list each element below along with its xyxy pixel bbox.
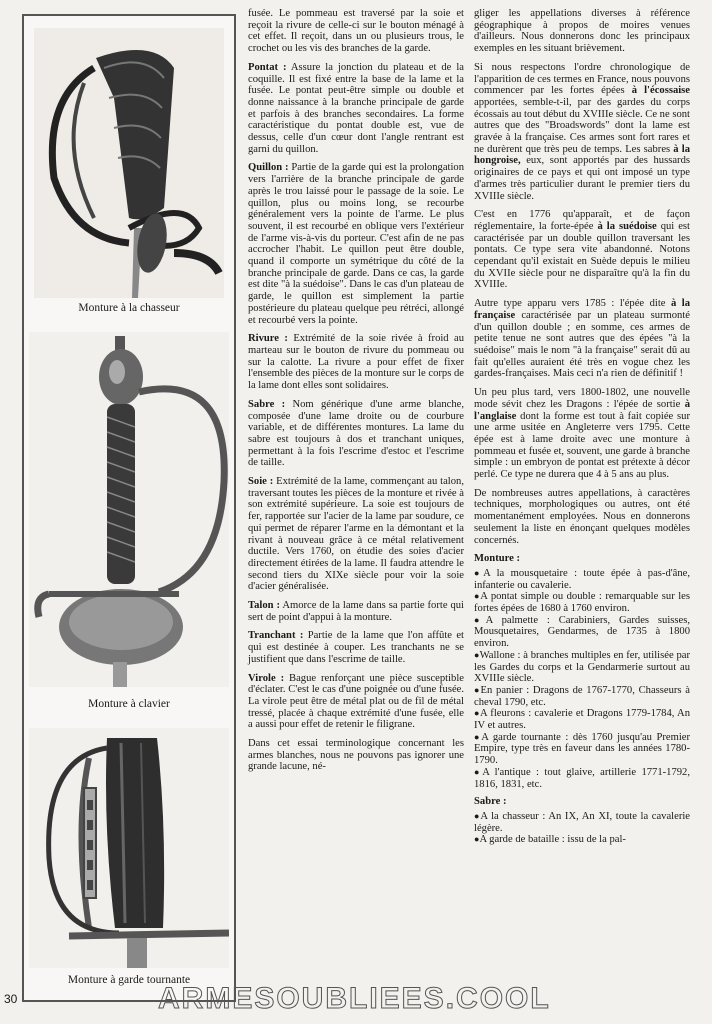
sword-hilt-garde-tournante-image xyxy=(29,728,229,968)
text-span: eux, sont apportés par des hussards originaires de ce pays et qui ont imposé un type d'armes très particulier durant le premier tiers du XVIIIe siècle. xyxy=(474,155,690,202)
list-item: ● A fleurons : cavalerie et Dragons 1779-1784, An IV et autres. xyxy=(474,708,690,731)
term-quillon: Quillon : xyxy=(248,162,289,174)
term-pontat: Pontat : xyxy=(248,61,287,73)
definition-text: Nom générique d'une arme blanche, composée d'une lame droite ou de courbure variable, et de différentes montures. La lame du sabre est toujours à dos et tranchant uniques, permettant à la fois l'escrime d'estoc et l'escrime de taille. xyxy=(248,398,464,469)
term-sabre: Sabre : xyxy=(248,398,286,410)
text-span: dont la forme est tout à fait copiée sur une arme usitée en Angleterre vers 1795. Cette épée est à lame droite avec une monture à pommeau et fusée et, souvent, une garde à branche simple : un embryon de pontat est prétexte à décor perlé. Ce type ne durera que 4 à 5 ans au plus. xyxy=(474,410,690,481)
paragraph-appellations: gliger les appellations diverses à référence géographique à propos de moires venues d'ailleurs. Nous donnerons donc les principaux exemples en les situant brièvement. xyxy=(474,8,690,55)
paragraph-conclusion-start: Dans cet essai terminologique concernant les armes blanches, nous ne pouvons pas ignorer une grande lacune, né- xyxy=(248,738,464,773)
definition-tranchant xyxy=(248,630,464,665)
figure-garde-tournante xyxy=(24,728,234,968)
list-item: ● A pontat simple ou double : remarquable sur les fortes épées de 1680 à 1760 environ. xyxy=(474,591,690,614)
illustrations-panel xyxy=(22,14,236,1002)
list-item: ● A garde de bataille : issu de la pal- xyxy=(474,834,690,846)
sword-hilt-clavier-image xyxy=(29,332,229,687)
paragraph-ecossaise xyxy=(474,62,690,202)
paragraph-francaise xyxy=(474,298,690,380)
definition-sabre xyxy=(248,399,464,469)
list-item: ● Wallone : à branches multiples en fer, utilisée par les Gardes du corps et la Gendarmerie surtout au XVIIIe siècle. xyxy=(474,650,690,685)
figure-chasseur xyxy=(24,28,234,298)
paragraph-pommeau-end: fusée. Le pommeau est traversé par la soie et reçoit la rivure de celle-ci sur le bouton ménagé à cet effet. Il reçoit, dans un ou plusieurs trous, le crochet ou les vis des branches de la garde. xyxy=(248,8,464,55)
definition-text: Assure la jonction du plateau et de la coquille. Il est fixé entre la base de la lame et la fusée. Le pontat peut-être simple ou double et donne naissance à la branche principale de garde et parfois à des branches secondaires. La forme caractéristique du pontat double est, vue de dessus, celle d'un cœur dont l'angle rentrant est garni du quillon. xyxy=(248,61,464,155)
subheading-monture: Monture : xyxy=(474,553,520,565)
paragraph-suedoise xyxy=(474,209,690,291)
list-item: ● A l'antique : tout glaive, artillerie 1771-1792, 1816, 1831, etc. xyxy=(474,767,690,790)
definition-text: Amorce de la lame dans sa partie forte qui sert de point d'appui à la monture. xyxy=(248,600,464,623)
paragraph-anglaise xyxy=(474,387,690,481)
definition-text: Extrémité de la soie rivée à froid au marteau sur le bouton de rivure du pommeau ou sur la calotte. La rivure a pour effet de fixer l'ensemble des pièces de la monture sur le corps de la lame dont elles sont solidaires. xyxy=(248,333,464,392)
subheading-sabre: Sabre : xyxy=(474,796,507,808)
definition-text: Partie de la lame que l'on affûte et qui est destinée à couper. Les tranchants ne se justifient que dans l'escrime de taille. xyxy=(248,630,464,665)
text-column-2 xyxy=(474,8,690,846)
term-ecossaise: à l'écossaise xyxy=(631,85,691,97)
term-virole: Virole : xyxy=(248,672,285,684)
definition-soie xyxy=(248,476,464,593)
term-suedoise: à la suédoise xyxy=(597,220,657,232)
text-span: qui est caractérisée par un double quillon traversant les pontats. Ce type sera vite abandonné. Notons cependant qu'il existait en Suède depuis le milieu du XVIIe siècle pour ne disparaître qu'à la fin du XVIIIe. xyxy=(474,220,690,291)
definition-text: Partie de la garde qui est la prolongation vers l'arrière de la branche principale de garde après le trou laissé pour le passage de la soie. Le quillon, plus ou moins long, se recourbe généralement vers la pointe de l'arme. Le plus souvent, il est recourbé en oblique vers l'extérieur de l'arme vis-à-vis du porteur. C'est afin de ne pas accrocher l'habit. Le quillon peut être double, quand il comporte un symétrique du côté de la branche principale de garde. Dans ce cas, la garde est dite "à la suédoise". Dans le cas d'un plateau de garde, le quillon est simplement la partie postérieure du plateau quelque peu rétréci, allongé et recourbé vers la pointe. xyxy=(248,162,465,326)
caption-garde-tournante: Monture à garde tournante xyxy=(67,974,191,986)
definition-virole xyxy=(248,673,464,732)
caption-clavier: Monture à clavier xyxy=(88,698,170,710)
definition-rivure xyxy=(248,333,464,392)
term-hongroise: à la hongroise, xyxy=(474,143,690,167)
definition-talon xyxy=(248,600,464,623)
definition-text: Bague renforçant une pièce susceptible d'éclater. C'est le cas d'une poignée ou d'une fusée. La virole peut être de métal plat ou de fil de métal tressé, placée à chaque extrémité d'une fusée, elle a aussi pour effet de retenir le filigrane. xyxy=(248,672,464,731)
text-span: Autre type apparu vers 1785 : l'épée dite xyxy=(474,298,671,310)
term-tranchant: Tranchant : xyxy=(248,630,304,642)
figure-clavier xyxy=(24,332,234,687)
text-span: C'est en 1776 qu'apparaît, et de façon réglementaire, la forte-épée xyxy=(474,209,690,232)
text-span: apportées, semble-t-il, par des gardes du corps écossais au tout début du XVIIIe siècle. Ce ne sont autres que des "Broadswords" dont la lame est gravée à la française. Ces armes sont fort rares et ne durèrent que très peu de temps. Les sabres xyxy=(474,96,690,155)
list-item: ● En panier : Dragons de 1767-1770, Chasseurs à cheval 1790, etc. xyxy=(474,685,690,708)
text-span: caractérisée par un plateau surmonté d'un quillon double ; en somme, ces armes de petite tenue ne sont autres que des épées "à la suédoise" mais le nom "à la française" serait dû au fait qu'elles auraient été très en vogue chez les gardes-françaises. Mais ceci n'a rien de définitif ! xyxy=(474,309,690,380)
term-rivure: Rivure : xyxy=(248,333,288,345)
page-number: 30 xyxy=(4,992,18,1006)
text-column-1 xyxy=(248,8,464,780)
list-item: ● A garde tournante : dès 1760 jusqu'au Premier Empire, type très en faveur dans les années 1780-1790. xyxy=(474,732,690,767)
list-item: ● A palmette : Carabiniers, Gardes suisses, Mousquetaires, Gendarmes, de 1735 à 1800 environ. xyxy=(474,615,690,650)
definition-pontat xyxy=(248,62,464,156)
list-item: ● A la mousquetaire : toute épée à pas-d'âne, infanterie ou cavalerie. xyxy=(474,568,690,591)
watermark: ARMESOUBLIEES.COOL xyxy=(158,982,551,1015)
paragraph-autres-appellations: De nombreuses autres appellations, à caractères techniques, morphologiques ou autres, ont été momentanément employées. Nous en donnerons seulement la liste en énonçant quelques modèles concernés. xyxy=(474,487,690,546)
term-soie: Soie : xyxy=(248,476,274,488)
term-francaise: à la française xyxy=(474,298,691,321)
text-span: Si nous respectons l'ordre chronologique de l'apparition de ces termes en France, nous pouvons commencer par les fortes épées xyxy=(474,61,690,97)
sword-hilt-chasseur-image xyxy=(34,28,224,298)
term-anglaise: à l'anglaise xyxy=(474,398,690,422)
definition-quillon xyxy=(248,162,464,326)
definition-text: Extrémité de la lame, commençant au talon, traversant toutes les pièces de la monture et rivée à son extrémité supérieure. La soie est toujours de fer, rapportée sur l'acier de la lame par soudure, ce qui permet de réparer l'arme en la démontant et la rivant à nouveau grâce à ce métal relativement ductile. Vers 1760, on étudie des soies d'acier directement étirées de la lame. Il faudra attendre le second tiers du XIXe siècle pour voir la soie d'acier généralisée. xyxy=(248,476,464,593)
list-item: ● A la chasseur : An IX, An XI, toute la cavalerie légère. xyxy=(474,811,690,834)
caption-chasseur: Monture à la chasseur xyxy=(78,302,180,314)
term-talon: Talon : xyxy=(248,600,280,612)
text-span: Un peu plus tard, vers 1800-1802, une nouvelle mode sévit chez les Dragons : l'épée de sortie xyxy=(474,387,690,410)
